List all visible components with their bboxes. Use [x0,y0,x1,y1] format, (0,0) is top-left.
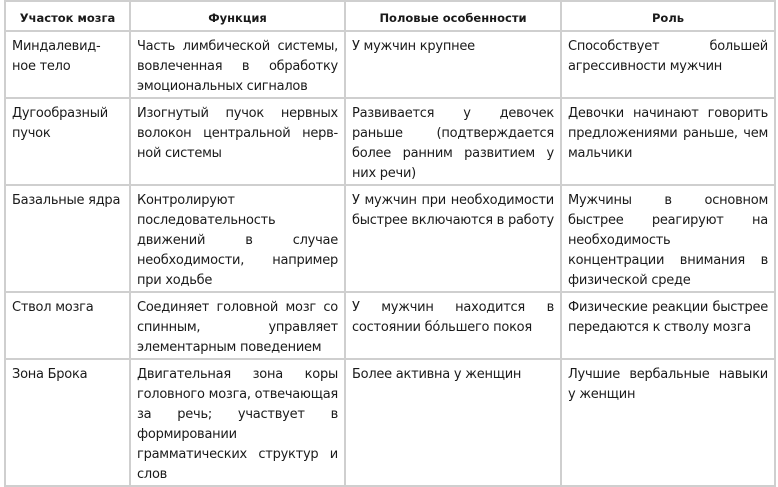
cell-function: Изогнутый пучок нервных волокон центральной нерв-ной системы [130,98,345,185]
header-sex-differences: Половые особенности [345,1,561,31]
cell-sex-differences: У мужчин находится в состоянии бóльшего покоя [345,292,561,359]
header-area: Участок мозга [5,1,130,31]
header-function: Функция [130,1,345,31]
header-role: Роль [561,1,775,31]
cell-sex-differences: Развивается у девочек раньше (подтверждается более ранним развитием у них речи) [345,98,561,185]
cell-role: Физические реакции быстрее передаются к стволу мозга [561,292,775,359]
cell-function: Контролируют последовательность движений в случае необходимости, например при ходьбе [130,185,345,292]
cell-area: Ствол мозга [5,292,130,359]
table-row [5,98,775,185]
cell-sex-differences: У мужчин при необходимости быстрее включаются в работу [345,185,561,292]
cell-sex-differences: Более активна у женщин [345,359,561,486]
cell-role: Способствует большей агрессивности мужчин [561,31,775,98]
cell-role: Лучшие вербальные навыки у женщин [561,359,775,486]
cell-role: Мужчины в основном быстрее реагируют на необходимость концентрации внимания в физической среде [561,185,775,292]
table-header-row [5,1,775,31]
table-row [5,31,775,98]
brain-regions-table [4,0,776,487]
cell-role: Девочки начинают говорить предложениями раньше, чем мальчики [561,98,775,185]
cell-area: Миндалевид-ное тело [5,31,130,98]
cell-function: Двигательная зона коры головного мозга, отвечающая за речь; участвует в формировании грамматических структур и слов [130,359,345,486]
cell-function: Часть лимбической системы, вовлеченная в обработку эмоциональных сигналов [130,31,345,98]
table-row [5,185,775,292]
cell-area: Базальные ядра [5,185,130,292]
table-row [5,359,775,486]
table-row [5,292,775,359]
cell-area: Дугообразный пучок [5,98,130,185]
cell-function: Соединяет головной мозг со спинным, управляет элементарным поведением [130,292,345,359]
cell-sex-differences: У мужчин крупнее [345,31,561,98]
cell-area: Зона Брока [5,359,130,486]
